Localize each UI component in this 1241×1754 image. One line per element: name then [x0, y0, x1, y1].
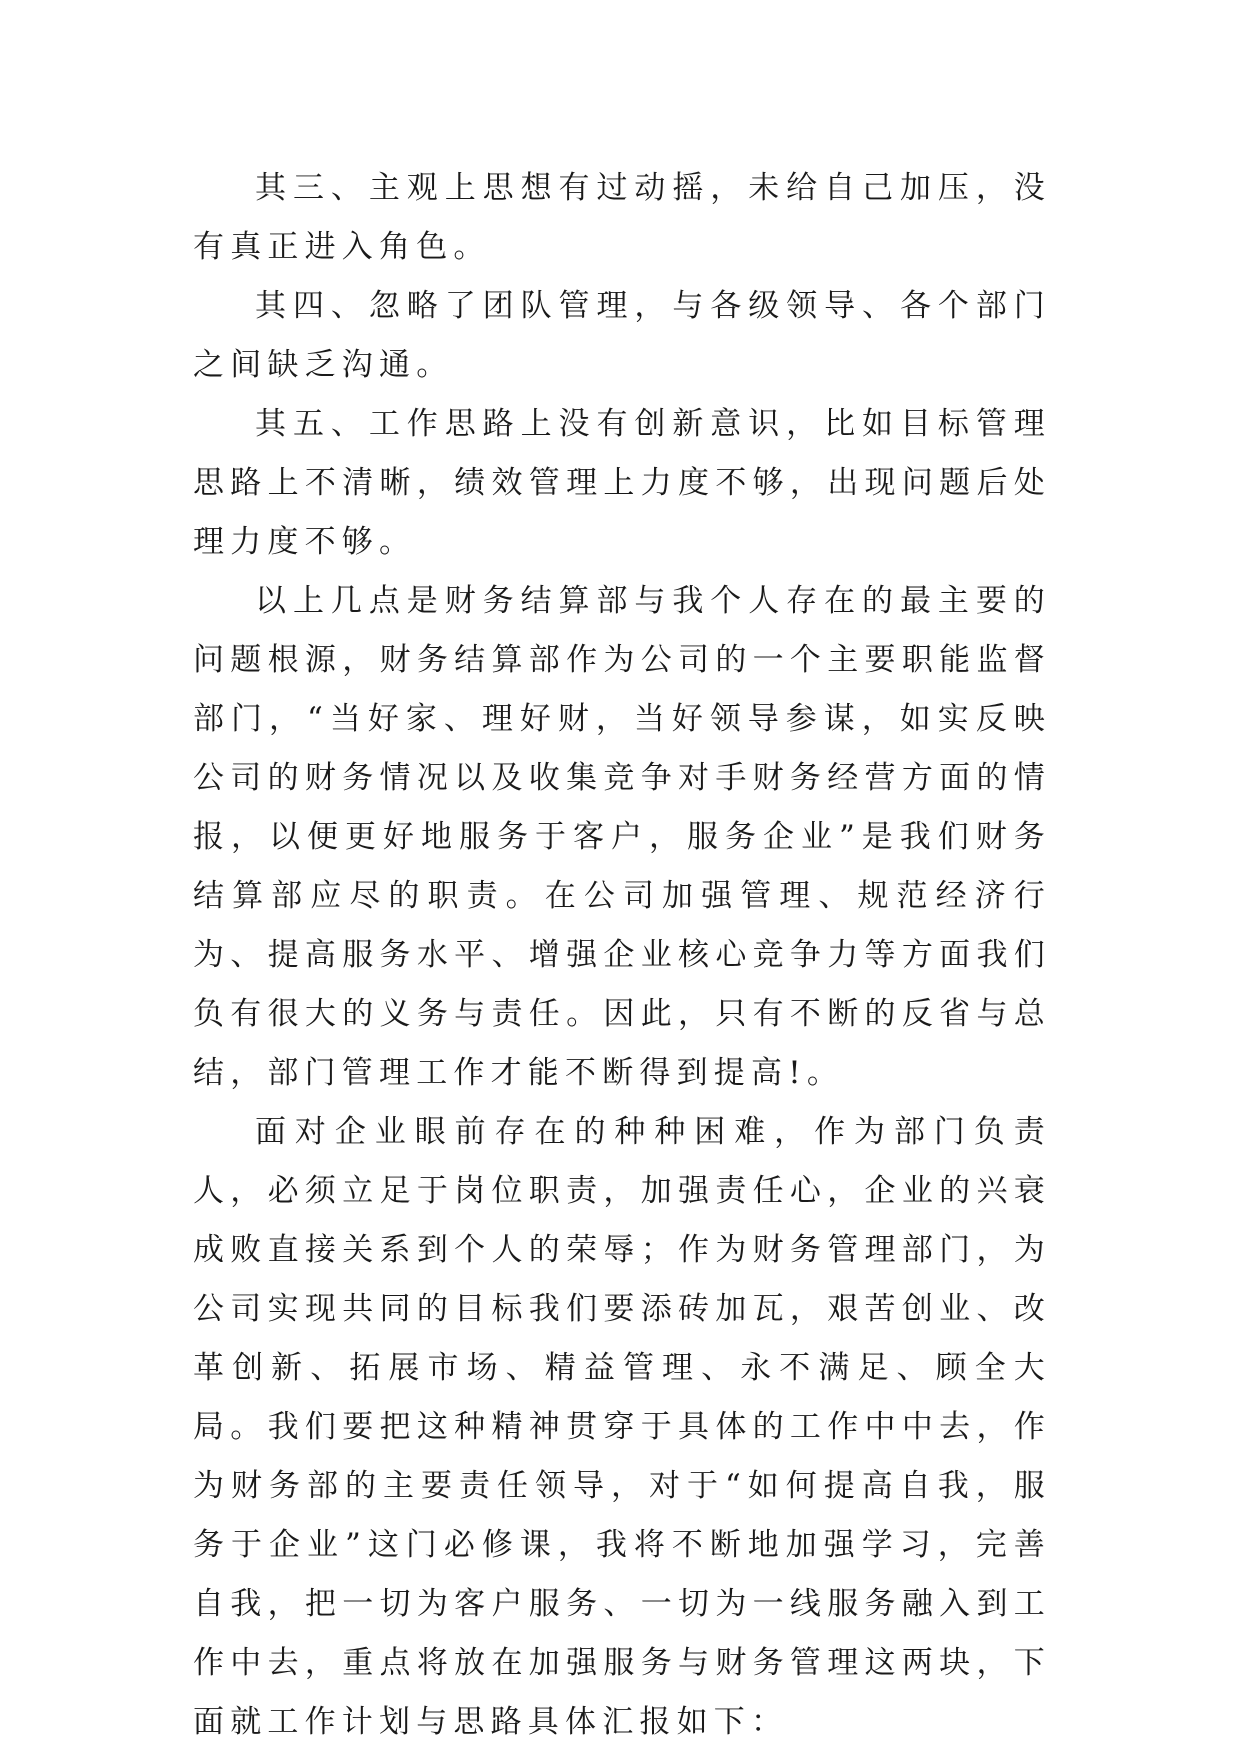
document-body [193, 159, 1051, 1752]
paragraph-problem-summary: 以上几点是财务结算部与我个人存在的最主要的问题根源，财务结算部作为公司的一个主要职能监督部门，“当好家、理好财，当好领导参谋，如实反映公司的财务情况以及收集竞争对手财务经营方面的情报，以便更好地服务于客户，服务企业”是我们财务结算部应尽的职责。在公司加强管理、规范经济行为、提高服务水平、增强企业核心竞争力等方面我们负有很大的义务与责任。因此，只有不断的反省与总结，部门管理工作才能不断得到提高!。 [193, 583, 1051, 1091]
paragraph-point-four: 其四、忽略了团队管理，与各级领导、各个部门之间缺乏沟通。 [193, 288, 1051, 383]
paragraph-work-plan-intro: 面对企业眼前存在的种种困难，作为部门负责人，必须立足于岗位职责，加强责任心，企业的兴衰成败直接关系到个人的荣辱；作为财务管理部门，为公司实现共同的目标我们要添砖加瓦，艰苦创业、改革创新、拓展市场、精益管理、永不满足、顾全大局。我们要把这种精神贯穿于具体的工作中中去，作为财务部的主要责任领导，对于“如何提高自我，服务于企业”这门必修课，我将不断地加强学习，完善自我，把一切为客户服务、一切为一线服务融入到工作中去，重点将放在加强服务与财务管理这两块，下面就工作计划与思路具体汇报如下： [193, 1114, 1051, 1740]
paragraph-point-three: 其三、主观上思想有过动摇，未给自己加压，没有真正进入角色。 [193, 170, 1051, 265]
paragraph-point-five: 其五、工作思路上没有创新意识，比如目标管理思路上不清晰，绩效管理上力度不够，出现问题后处理力度不够。 [193, 406, 1051, 560]
